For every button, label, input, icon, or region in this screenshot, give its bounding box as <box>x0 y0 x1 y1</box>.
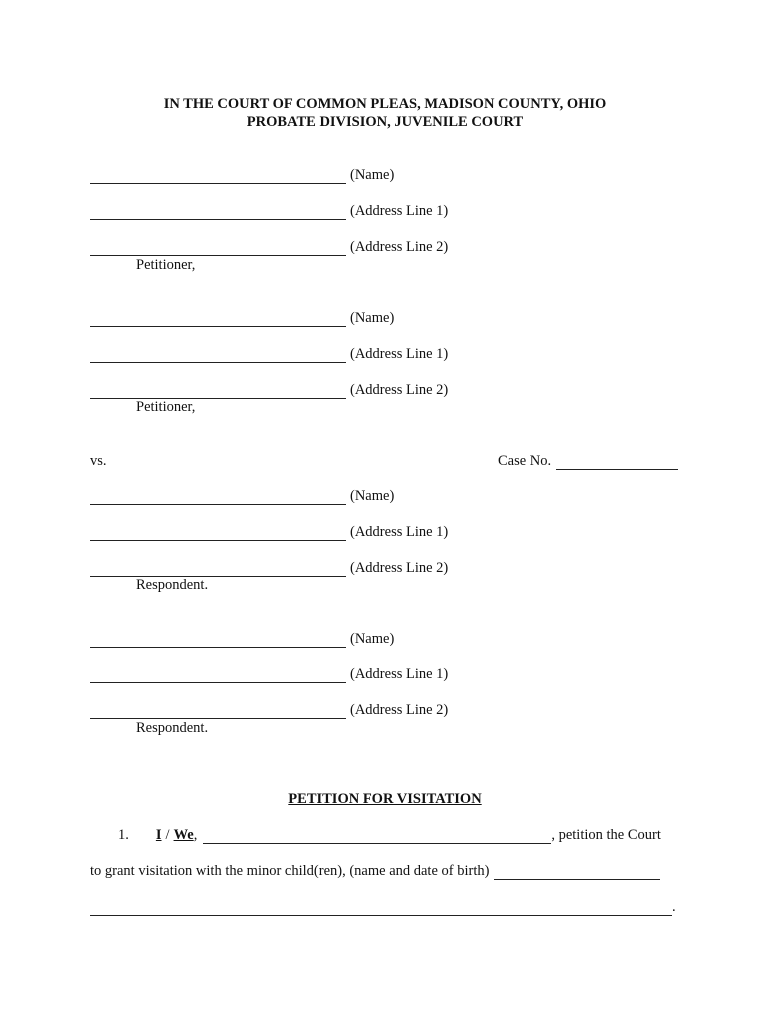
respondent1-name-label: (Name) <box>350 488 395 504</box>
respondent2-name-row <box>90 630 394 648</box>
respondent2-address2-blank[interactable] <box>90 704 346 719</box>
court-heading-line1: IN THE COURT OF COMMON PLEAS, MADISON COUNTY, OHIO <box>163 96 607 112</box>
item1-we-option: We <box>173 827 194 843</box>
respondent2-address2-label: (Address Line 2) <box>350 702 449 718</box>
petitioner1-address1-blank[interactable] <box>90 205 346 220</box>
petitioner1-address1-label: (Address Line 1) <box>350 203 449 219</box>
respondent1-name-row <box>90 487 394 505</box>
respondent2-name-label: (Name) <box>350 631 395 647</box>
petitioner1-address2-row <box>90 238 448 256</box>
petitioner1-address2-label: (Address Line 2) <box>350 239 449 255</box>
case-number-label: Case No. <box>498 453 552 469</box>
respondent1-address2-blank[interactable] <box>90 562 346 577</box>
item1-row <box>118 826 661 844</box>
petitioner2-role: Petitioner, <box>136 399 196 415</box>
petitioner2-address1-row <box>90 345 448 363</box>
petition-title: PETITION FOR VISITATION <box>288 791 482 807</box>
petitioner2-name-label: (Name) <box>350 310 395 326</box>
item1-line2-row <box>90 862 660 880</box>
petitioner1-address1-row <box>90 202 448 220</box>
petitioner1-role: Petitioner, <box>136 257 196 273</box>
item1-line2-text: to grant visitation with the minor child(ren), (name and date of birth) <box>90 863 490 879</box>
item1-number: 1. <box>118 827 129 843</box>
case-number-blank[interactable] <box>556 455 678 470</box>
item1-tail-text: , petition the Court <box>551 827 661 843</box>
item1-i-option: I <box>155 827 162 843</box>
item1-children-blank-continued[interactable] <box>90 901 672 916</box>
petitioner1-name-row <box>90 166 394 184</box>
petitioner1-name-label: (Name) <box>350 167 395 183</box>
respondent2-address1-blank[interactable] <box>90 668 346 683</box>
respondent1-address2-label: (Address Line 2) <box>350 560 449 576</box>
petitioner2-address2-row <box>90 381 448 399</box>
respondent1-address1-blank[interactable] <box>90 526 346 541</box>
petitioner2-name-row <box>90 309 394 327</box>
petitioner2-address2-blank[interactable] <box>90 384 346 399</box>
petitioner2-address1-blank[interactable] <box>90 348 346 363</box>
vs-label: vs. <box>90 453 107 469</box>
item1-line3-row <box>90 898 676 916</box>
item1-comma: , <box>193 827 198 843</box>
petitioner2-address2-label: (Address Line 2) <box>350 382 449 398</box>
item1-slash: / <box>165 827 170 843</box>
respondent1-role: Respondent. <box>136 577 209 593</box>
respondent1-address1-label: (Address Line 1) <box>350 524 449 540</box>
court-heading-line2: PROBATE DIVISION, JUVENILE COURT <box>246 114 524 130</box>
respondent1-address2-row <box>90 559 448 577</box>
item1-children-blank[interactable] <box>494 865 660 880</box>
respondent2-address1-label: (Address Line 1) <box>350 666 449 682</box>
petitioner1-address2-blank[interactable] <box>90 241 346 256</box>
petitioner2-address1-label: (Address Line 1) <box>350 346 449 362</box>
respondent2-address1-row <box>90 665 448 683</box>
respondent1-address1-row <box>90 523 448 541</box>
item1-petitioner-blank[interactable] <box>203 829 551 844</box>
respondent2-name-blank[interactable] <box>90 633 346 648</box>
respondent1-name-blank[interactable] <box>90 490 346 505</box>
item1-period: . <box>672 899 676 915</box>
respondent2-address2-row <box>90 701 448 719</box>
petitioner1-name-blank[interactable] <box>90 169 346 184</box>
respondent2-role: Respondent. <box>136 720 209 736</box>
petitioner2-name-blank[interactable] <box>90 312 346 327</box>
case-number-row <box>498 452 678 470</box>
